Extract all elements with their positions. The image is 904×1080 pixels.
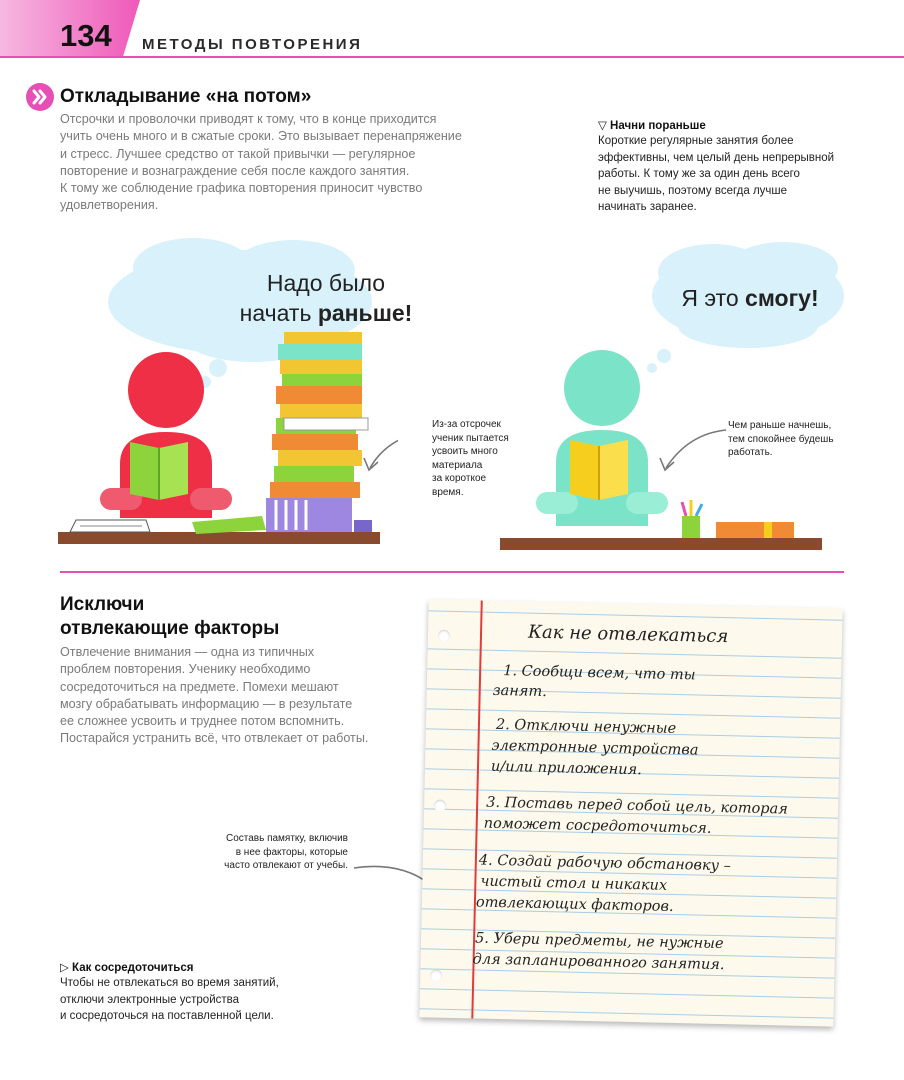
triangle-down-icon: ▽	[598, 120, 611, 132]
triangle-right-icon: ▷	[60, 962, 73, 974]
note-title: Как не отвлекаться	[527, 621, 729, 648]
note-line: 5. Убери предметы, не нужные	[474, 930, 724, 953]
tip-start-early	[598, 118, 858, 216]
desk	[500, 538, 822, 550]
note-line: 3. Поставь перед собой цель, которая	[486, 794, 788, 818]
note-line: 2. Отключи ненужные	[495, 716, 677, 738]
running-title: МЕТОДЫ ПОВТОРЕНИЯ	[142, 36, 363, 53]
note-line: электронные устройства	[491, 737, 699, 759]
note-line: и/или приложения.	[490, 758, 642, 779]
right-bubble-text: Я это смогу!	[681, 285, 819, 311]
section-divider	[60, 571, 844, 573]
section-body-distractions: Отвлечение внимания — одна из типичных проблем повторения. Ученику необходимо сосредоточиться на предмете. Помехи мешают мозгу обрабатывать информацию — в результате ее сложнее усвоить и труднее потом вспомнить. Постарайся устранить всё, что отвлекает от работы.	[60, 645, 369, 746]
note-line: 4. Создай рабочую обстановку –	[478, 852, 732, 875]
note-line: чистый стол и никаких	[480, 873, 668, 894]
page-number: 134	[60, 18, 112, 53]
note-line: поможет сосредоточиться.	[483, 815, 712, 837]
left-caption: Из-за отсрочек ученик пытается усвоить много материала за короткое время.	[432, 419, 509, 498]
student-head	[128, 352, 204, 428]
note-paper	[419, 599, 842, 1026]
header-rule	[0, 56, 904, 58]
right-caption: Чем раньше начнешь, тем спокойнее будешь работать.	[728, 420, 834, 459]
section-title-procrastination: Откладывание «на потом»	[60, 86, 312, 107]
section-title-distractions: Исключи отвлекающие факторы	[60, 594, 280, 639]
tip-text: Короткие регулярные занятия более эффективны, чем целый день непрерывной работы. К тому же за один день всего не выучишь, поэтому всегда лучше начинать заранее.	[598, 135, 835, 213]
tip-text: Чтобы не отвлекаться во время занятий, отключи электронные устройства и сосредоточься на поставленной цели.	[60, 977, 279, 1022]
desk	[58, 532, 380, 544]
double-chevron-icon	[26, 83, 54, 111]
note-line: отвлекающих факторов.	[475, 894, 674, 915]
left-bubble-text: Надо было начать раньше!	[239, 270, 413, 326]
tip-how-to-focus	[60, 960, 360, 1025]
section-body-procrastination: Отсрочки и проволочки приводят к тому, что в конце приходится учить очень много и в сжатые сроки. Это вызывает перенапряжение и стресс. Лучшее средство от такой привычки — регулярное повторение и вознаграждение себя после каждого занятия. К тому же соблюдение графика повторения приносит чувство удовлетворения.	[60, 112, 462, 213]
note-line: 1. Сообщи всем, что ты	[503, 663, 696, 684]
tip-title: ▷ Как сосредоточиться	[60, 962, 194, 974]
note-caption: Составь памятку, включив в нее факторы, которые часто отвлекают от учебы.	[224, 833, 348, 872]
note-line: занят.	[492, 682, 547, 701]
note-line: для запланированного занятия.	[472, 951, 725, 974]
tip-title: ▽ Начни пораньше	[598, 120, 706, 132]
